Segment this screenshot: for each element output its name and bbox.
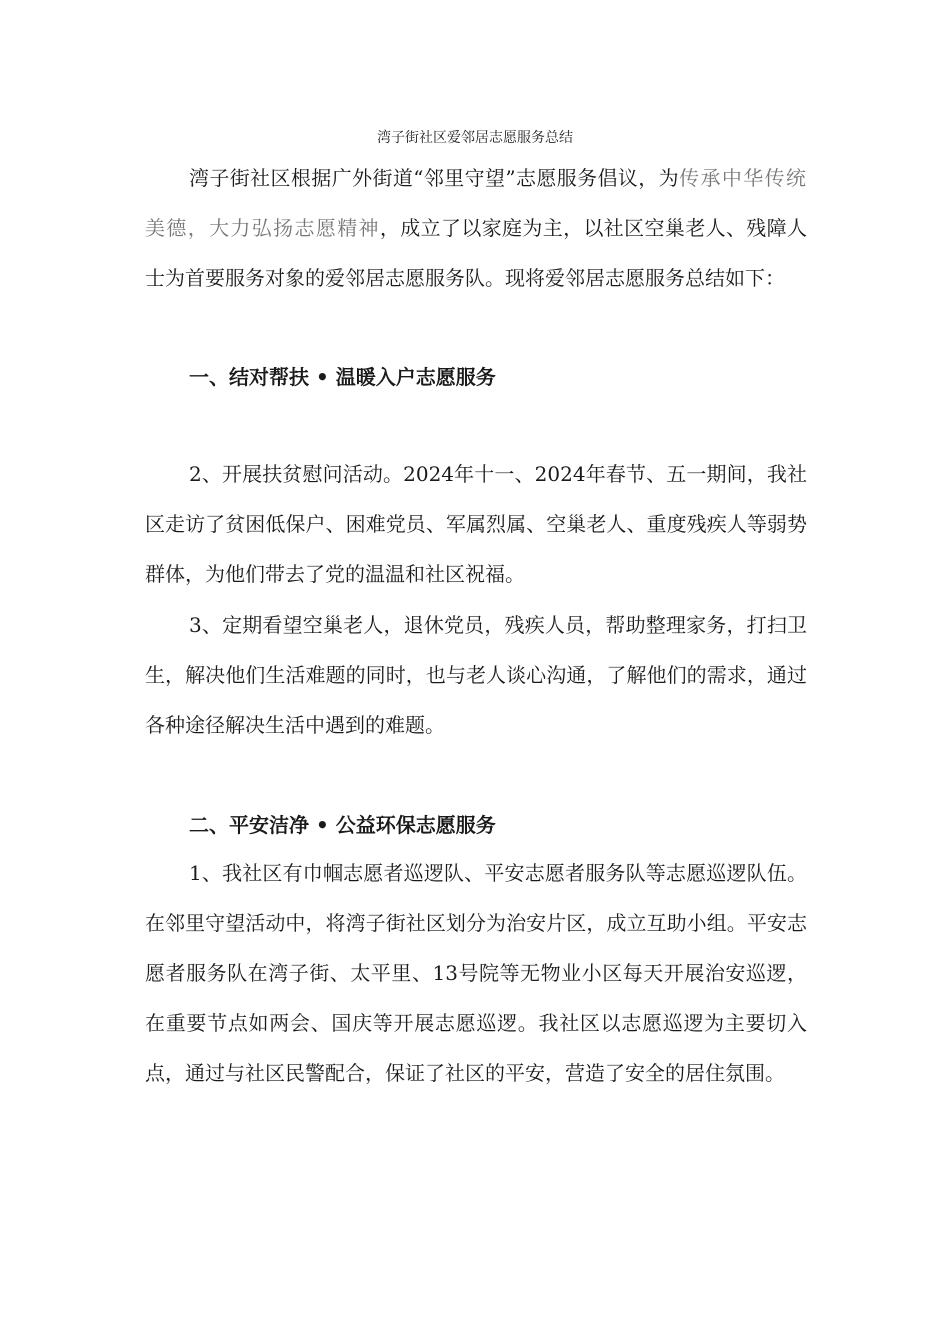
section2-paragraph-1: 1、我社区有巾帼志愿者巡逻队、平安志愿者服务队等志愿巡逻队伍。在邻里守望活动中，将湾子街社区划分为治安片区，成立互助小组。平安志愿者服务队在湾子街、太平里、13号院等无物业小区每天开展治安巡逻，在重要节点如两会、国庆等开展志愿巡逻。我社区以志愿巡逻为主要切入点，通过与社区民警配合，保证了社区的平安，营造了安全的居住氛围。 <box>145 861 807 1085</box>
intro-paragraph <box>145 153 807 303</box>
section2-heading: 二、平安洁净 • 公益环保志愿服务 <box>189 813 496 837</box>
section1-paragraph-3: 3、定期看望空巢老人，退休党员，残疾人员，帮助整理家务，打扫卫生，解决他们生活难题的同时，也与老人谈心沟通，了解他们的需求，通过各种途径解决生活中遇到的难题。 <box>145 613 807 737</box>
document-title: 湾子街社区爱邻居志愿服务总结 <box>377 130 573 146</box>
intro-text-start: 湾子街社区根据广外街道“邻里守望”志愿服务倡议，为 <box>189 166 680 190</box>
intro-highlight-text: 传承中华传统美德，大力弘扬志愿精神 <box>145 166 808 240</box>
section1-heading: 一、结对帮扶 • 温暖入户志愿服务 <box>189 365 496 389</box>
intro-text-end: ，成立了以家庭为主，以社区空巢老人、残障人士为首要服务对象的爱邻居志愿服务队。现将爱邻居志愿服务总结如下： <box>145 216 808 290</box>
section1-paragraph-2: 2、开展扶贫慰问活动。2024年十一、2024年春节、五一期间，我社区走访了贫困低保户、困难党员、军属烈属、空巢老人、重度残疾人等弱势群体，为他们带去了党的温温和社区祝福。 <box>145 462 807 586</box>
